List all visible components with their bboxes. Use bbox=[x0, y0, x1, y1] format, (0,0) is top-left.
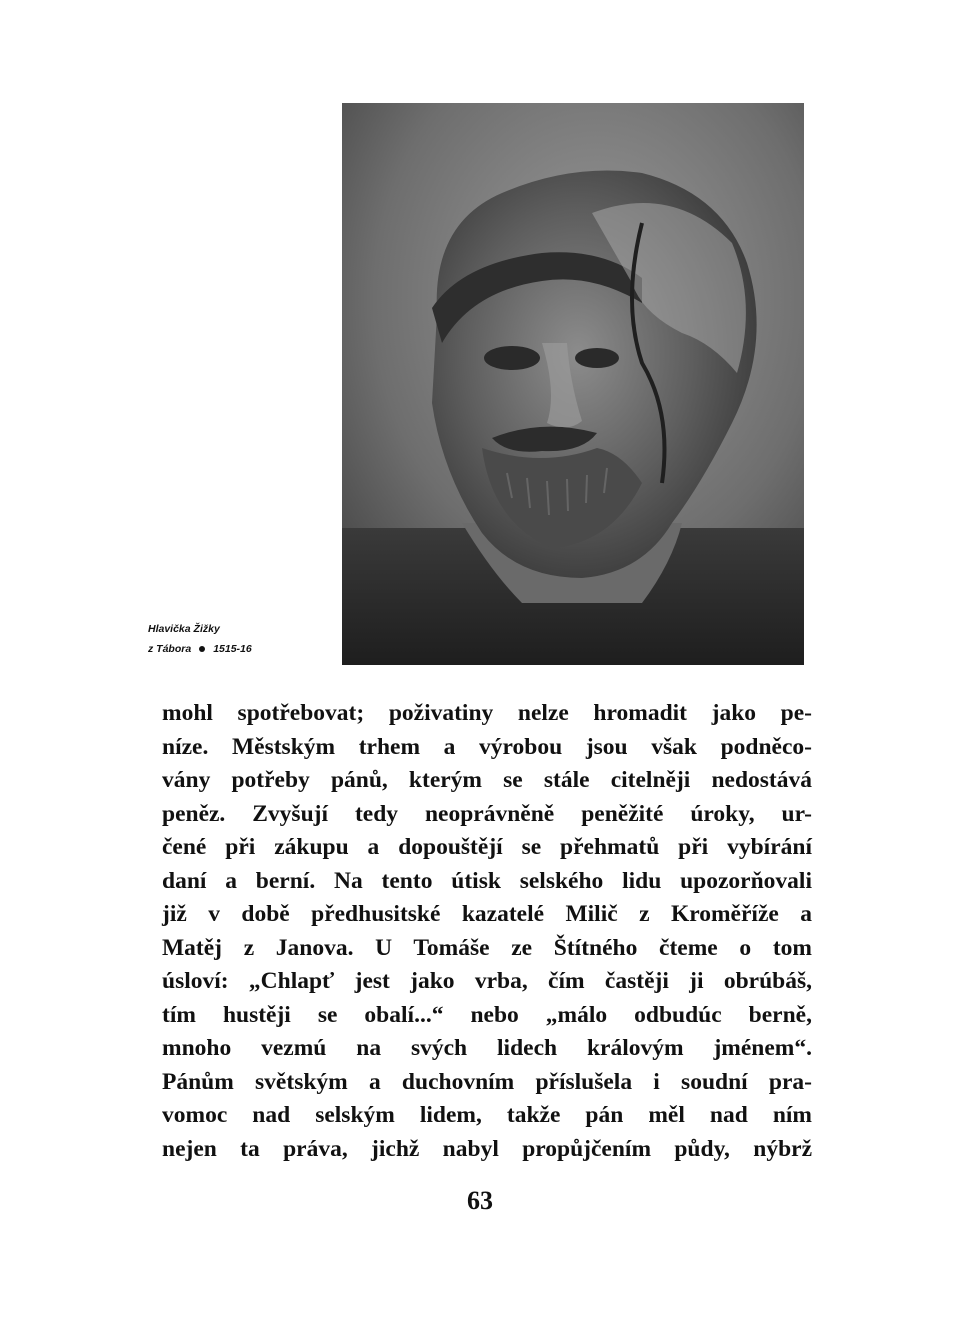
text-line: mnoho vezmú na svých lidech královým jménem“. bbox=[162, 1035, 812, 1061]
text-line: peněz. Zvyšují tedy neoprávněně peněžité úroky, ur- bbox=[162, 800, 812, 827]
text-line: daní a berní. Na tento útisk selského lidu upozorňovali bbox=[162, 867, 812, 894]
text-line: úsloví: „Chlapť jest jako vrba, čím častěji ji obrúbáš, bbox=[162, 968, 812, 994]
caption-subtitle bbox=[148, 639, 338, 659]
text-line: tím hustěji se obalí...“ nebo „málo odbudúc berně, bbox=[162, 1001, 812, 1028]
text-line: čené při zákupu a dopouštějí se přehmatů při vybírání bbox=[162, 834, 812, 860]
text-line: níze. Městským trhem a výrobou jsou však podněco- bbox=[162, 733, 812, 760]
page-number: 63 bbox=[467, 1186, 493, 1215]
head-sculpture-image bbox=[342, 103, 804, 665]
body-paragraph bbox=[162, 697, 812, 1166]
caption-date: 1515-16 bbox=[213, 643, 252, 655]
figure-caption bbox=[148, 619, 338, 659]
text-line: nejen ta práva, jichž nabyl propůjčením půdy, nýbrž bbox=[162, 1135, 812, 1162]
text-line: mohl spotřebovat; poživatiny nelze hromadit jako pe- bbox=[162, 700, 812, 726]
text-line: Pánům světským a duchovním příslušela i soudní pra- bbox=[162, 1068, 812, 1095]
text-line: Matěj z Janova. U Tomáše ze Štítného čteme o tom bbox=[162, 934, 812, 961]
bullet-icon bbox=[199, 646, 205, 652]
caption-place: z Tábora bbox=[148, 643, 192, 655]
text-line: již v době předhusitské kazatelé Milič z Kroměříže a bbox=[162, 901, 812, 927]
caption-title: Hlavička Žižky bbox=[148, 623, 220, 635]
sculpture-photo bbox=[342, 103, 804, 665]
text-line: vomoc nad selským lidem, takže pán měl nad ním bbox=[162, 1102, 812, 1128]
text-line: vány potřeby pánů, kterým se stále citelněji nedostává bbox=[162, 767, 812, 793]
